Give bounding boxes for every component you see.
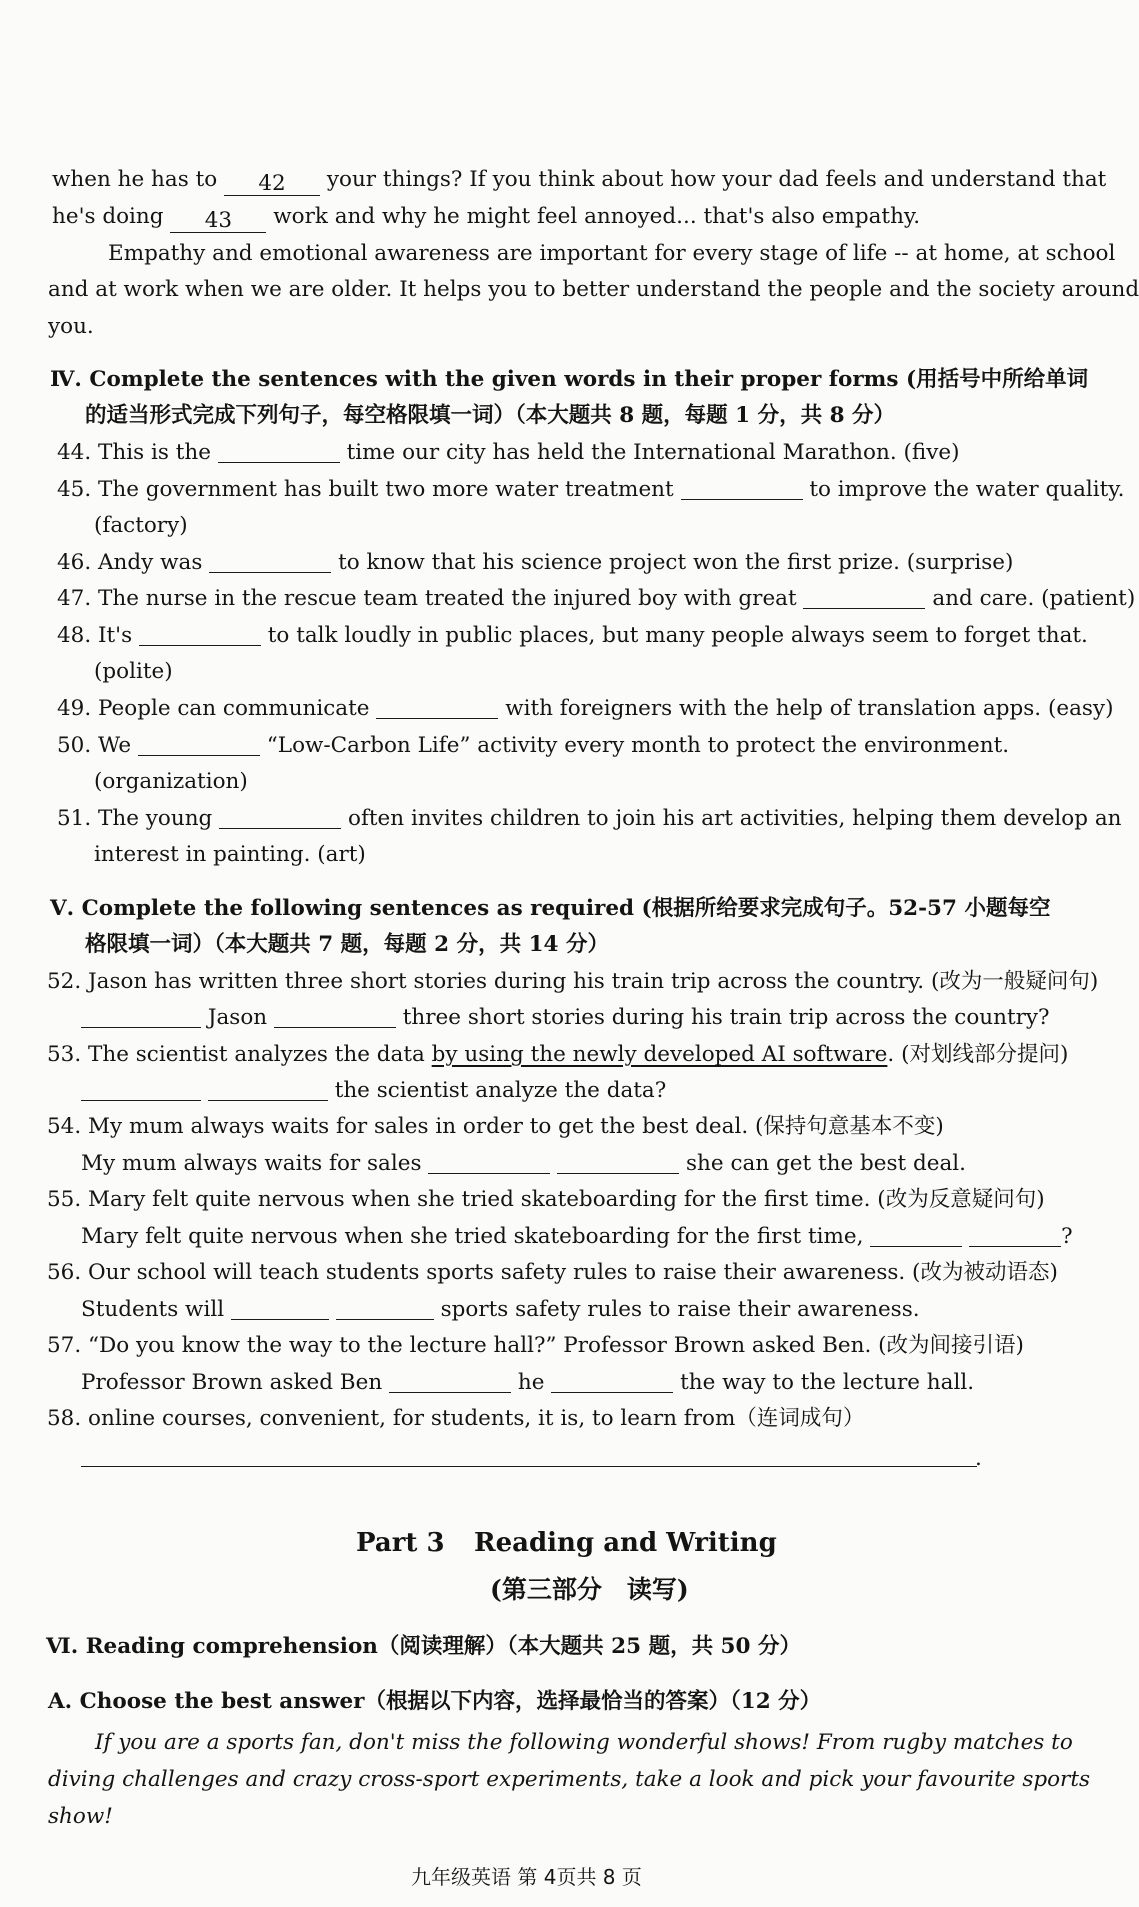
answer-line-58-period: . [975, 1446, 982, 1471]
answer-blank-54b[interactable] [557, 1151, 679, 1174]
answer-blank-55a[interactable] [870, 1224, 962, 1247]
part3-subtitle: (第三部分 读写) [490, 1575, 689, 1604]
question-53: 53. The scientist analyzes the data by using the newly developed AI software. (对划线部分提问) [47, 1042, 1069, 1067]
question-51-cont: interest in painting. (art) [94, 842, 366, 867]
answer-blank-57b[interactable] [551, 1370, 673, 1393]
question-46: 46. Andy was to know that his science project won the first prize. (surprise) [57, 550, 1014, 575]
part3-title-b: Reading and Writing [474, 1528, 777, 1558]
question-56-answer: Students will sports safety rules to raise their awareness. [81, 1297, 920, 1322]
answer-blank-56b[interactable] [336, 1297, 434, 1320]
answer-blank-57a[interactable] [389, 1370, 511, 1393]
answer-blank-51[interactable] [219, 806, 341, 829]
answer-blank-53b[interactable] [208, 1078, 328, 1101]
question-56: 56. Our school will teach students sports safety rules to raise their awareness. (改为被动语态) [47, 1260, 1058, 1285]
section4-heading: Ⅳ. Complete the sentences with the given words in their proper forms (用括号中所给单词 [50, 367, 1089, 392]
question-50: 50. We “Low-Carbon Life” activity every month to protect the environment. [57, 733, 1010, 758]
question-48-hint: (polite) [94, 659, 173, 684]
answer-blank-50[interactable] [138, 733, 260, 756]
question-47: 47. The nurse in the rescue team treated the injured boy with great and care. (patient) [57, 586, 1136, 611]
question-54-answer: My mum always waits for sales she can get the best deal. [81, 1151, 967, 1176]
question-50-hint: (organization) [94, 769, 248, 794]
question-45-hint: (factory) [94, 513, 188, 538]
answer-blank-48[interactable] [139, 623, 261, 646]
question-44: 44. This is the time our city has held the International Marathon. (five) [57, 440, 960, 465]
question-53-answer: the scientist analyze the data? [81, 1076, 666, 1106]
page-footer: 九年级英语 第 4页共 8 页 [411, 1865, 642, 1889]
blank-42[interactable]: 42 [224, 173, 320, 196]
reading-intro-line: diving challenges and crazy cross-sport experiments, take a look and pick your favourite sports [48, 1767, 1091, 1792]
paragraph-line: Empathy and emotional awareness are important for every stage of life -- at home, at school [108, 241, 1116, 266]
answer-line-58[interactable] [81, 1466, 977, 1467]
question-54: 54. My mum always waits for sales in order to get the best deal. (保持句意基本不变) [47, 1114, 944, 1139]
answer-blank-54a[interactable] [428, 1151, 550, 1174]
reading-intro-line: show! [48, 1804, 113, 1829]
question-52: 52. Jason has written three short stories during his train trip across the country. (改为一般疑问句) [47, 969, 1099, 994]
question-52-answer: Jason three short stories during his train trip across the country? [81, 1003, 1050, 1033]
question-51: 51. The young often invites children to join his art activities, helping them develop an [57, 806, 1122, 831]
part3-title: Part 3 [356, 1528, 445, 1558]
answer-blank-46[interactable] [209, 550, 331, 573]
reading-intro-line: If you are a sports fan, don't miss the following wonderful shows! From rugby matches to [95, 1730, 1073, 1755]
paragraph-line: and at work when we are older. It helps you to better understand the people and the society around [48, 277, 1139, 302]
question-48: 48. It's to talk loudly in public places, but many people always seem to forget that. [57, 623, 1088, 648]
question-45: 45. The government has built two more water treatment to improve the water quality. [57, 477, 1125, 502]
cloze-line-43: he's doing 43 work and why he might feel annoyed... that's also empathy. [52, 204, 921, 233]
answer-blank-56a[interactable] [231, 1297, 329, 1320]
answer-blank-45[interactable] [681, 477, 803, 500]
section4-heading-cont: 的适当形式完成下列句子，每空格限填一词）（本大题共 8 题，每题 1 分，共 8 分） [85, 403, 896, 428]
answer-blank-49[interactable] [376, 696, 498, 719]
answer-blank-52b[interactable] [274, 1005, 396, 1028]
question-49: 49. People can communicate with foreigners with the help of translation apps. (easy) [57, 696, 1114, 721]
answer-blank-47[interactable] [803, 586, 925, 609]
blank-43[interactable]: 43 [170, 210, 266, 233]
paragraph-line: you. [48, 314, 94, 339]
question-57-answer: Professor Brown asked Ben he the way to the lecture hall. [81, 1370, 975, 1395]
section5-heading: Ⅴ. Complete the following sentences as required (根据所给要求完成句子。52-57 小题每空 [50, 896, 1051, 921]
cloze-line-42: when he has to 42 your things? If you think about how your dad feels and understand that [52, 167, 1107, 196]
answer-blank-53a[interactable] [81, 1078, 201, 1101]
answer-blank-44[interactable] [218, 440, 340, 463]
question-55-answer: Mary felt quite nervous when she tried skateboarding for the first time, ? [81, 1224, 1073, 1249]
question-55: 55. Mary felt quite nervous when she tried skateboarding for the first time. (改为反意疑问句) [47, 1187, 1045, 1212]
answer-blank-55b[interactable] [969, 1224, 1061, 1247]
underlined-part: by using the newly developed AI software [431, 1042, 888, 1067]
question-58: 58. online courses, convenient, for students, it is, to learn from（连词成句） [47, 1406, 865, 1431]
section6-heading: Ⅵ. Reading comprehension（阅读理解）（本大题共 25 题，共 50 分） [46, 1634, 801, 1659]
section6-part-a-heading: A. Choose the best answer（根据以下内容，选择最恰当的答案）（12 分） [48, 1689, 822, 1714]
question-57: 57. “Do you know the way to the lecture hall?” Professor Brown asked Ben. (改为间接引语) [47, 1333, 1024, 1358]
answer-blank-52a[interactable] [81, 1005, 201, 1028]
section5-heading-cont: 格限填一词）（本大题共 7 题，每题 2 分，共 14 分） [85, 932, 610, 957]
